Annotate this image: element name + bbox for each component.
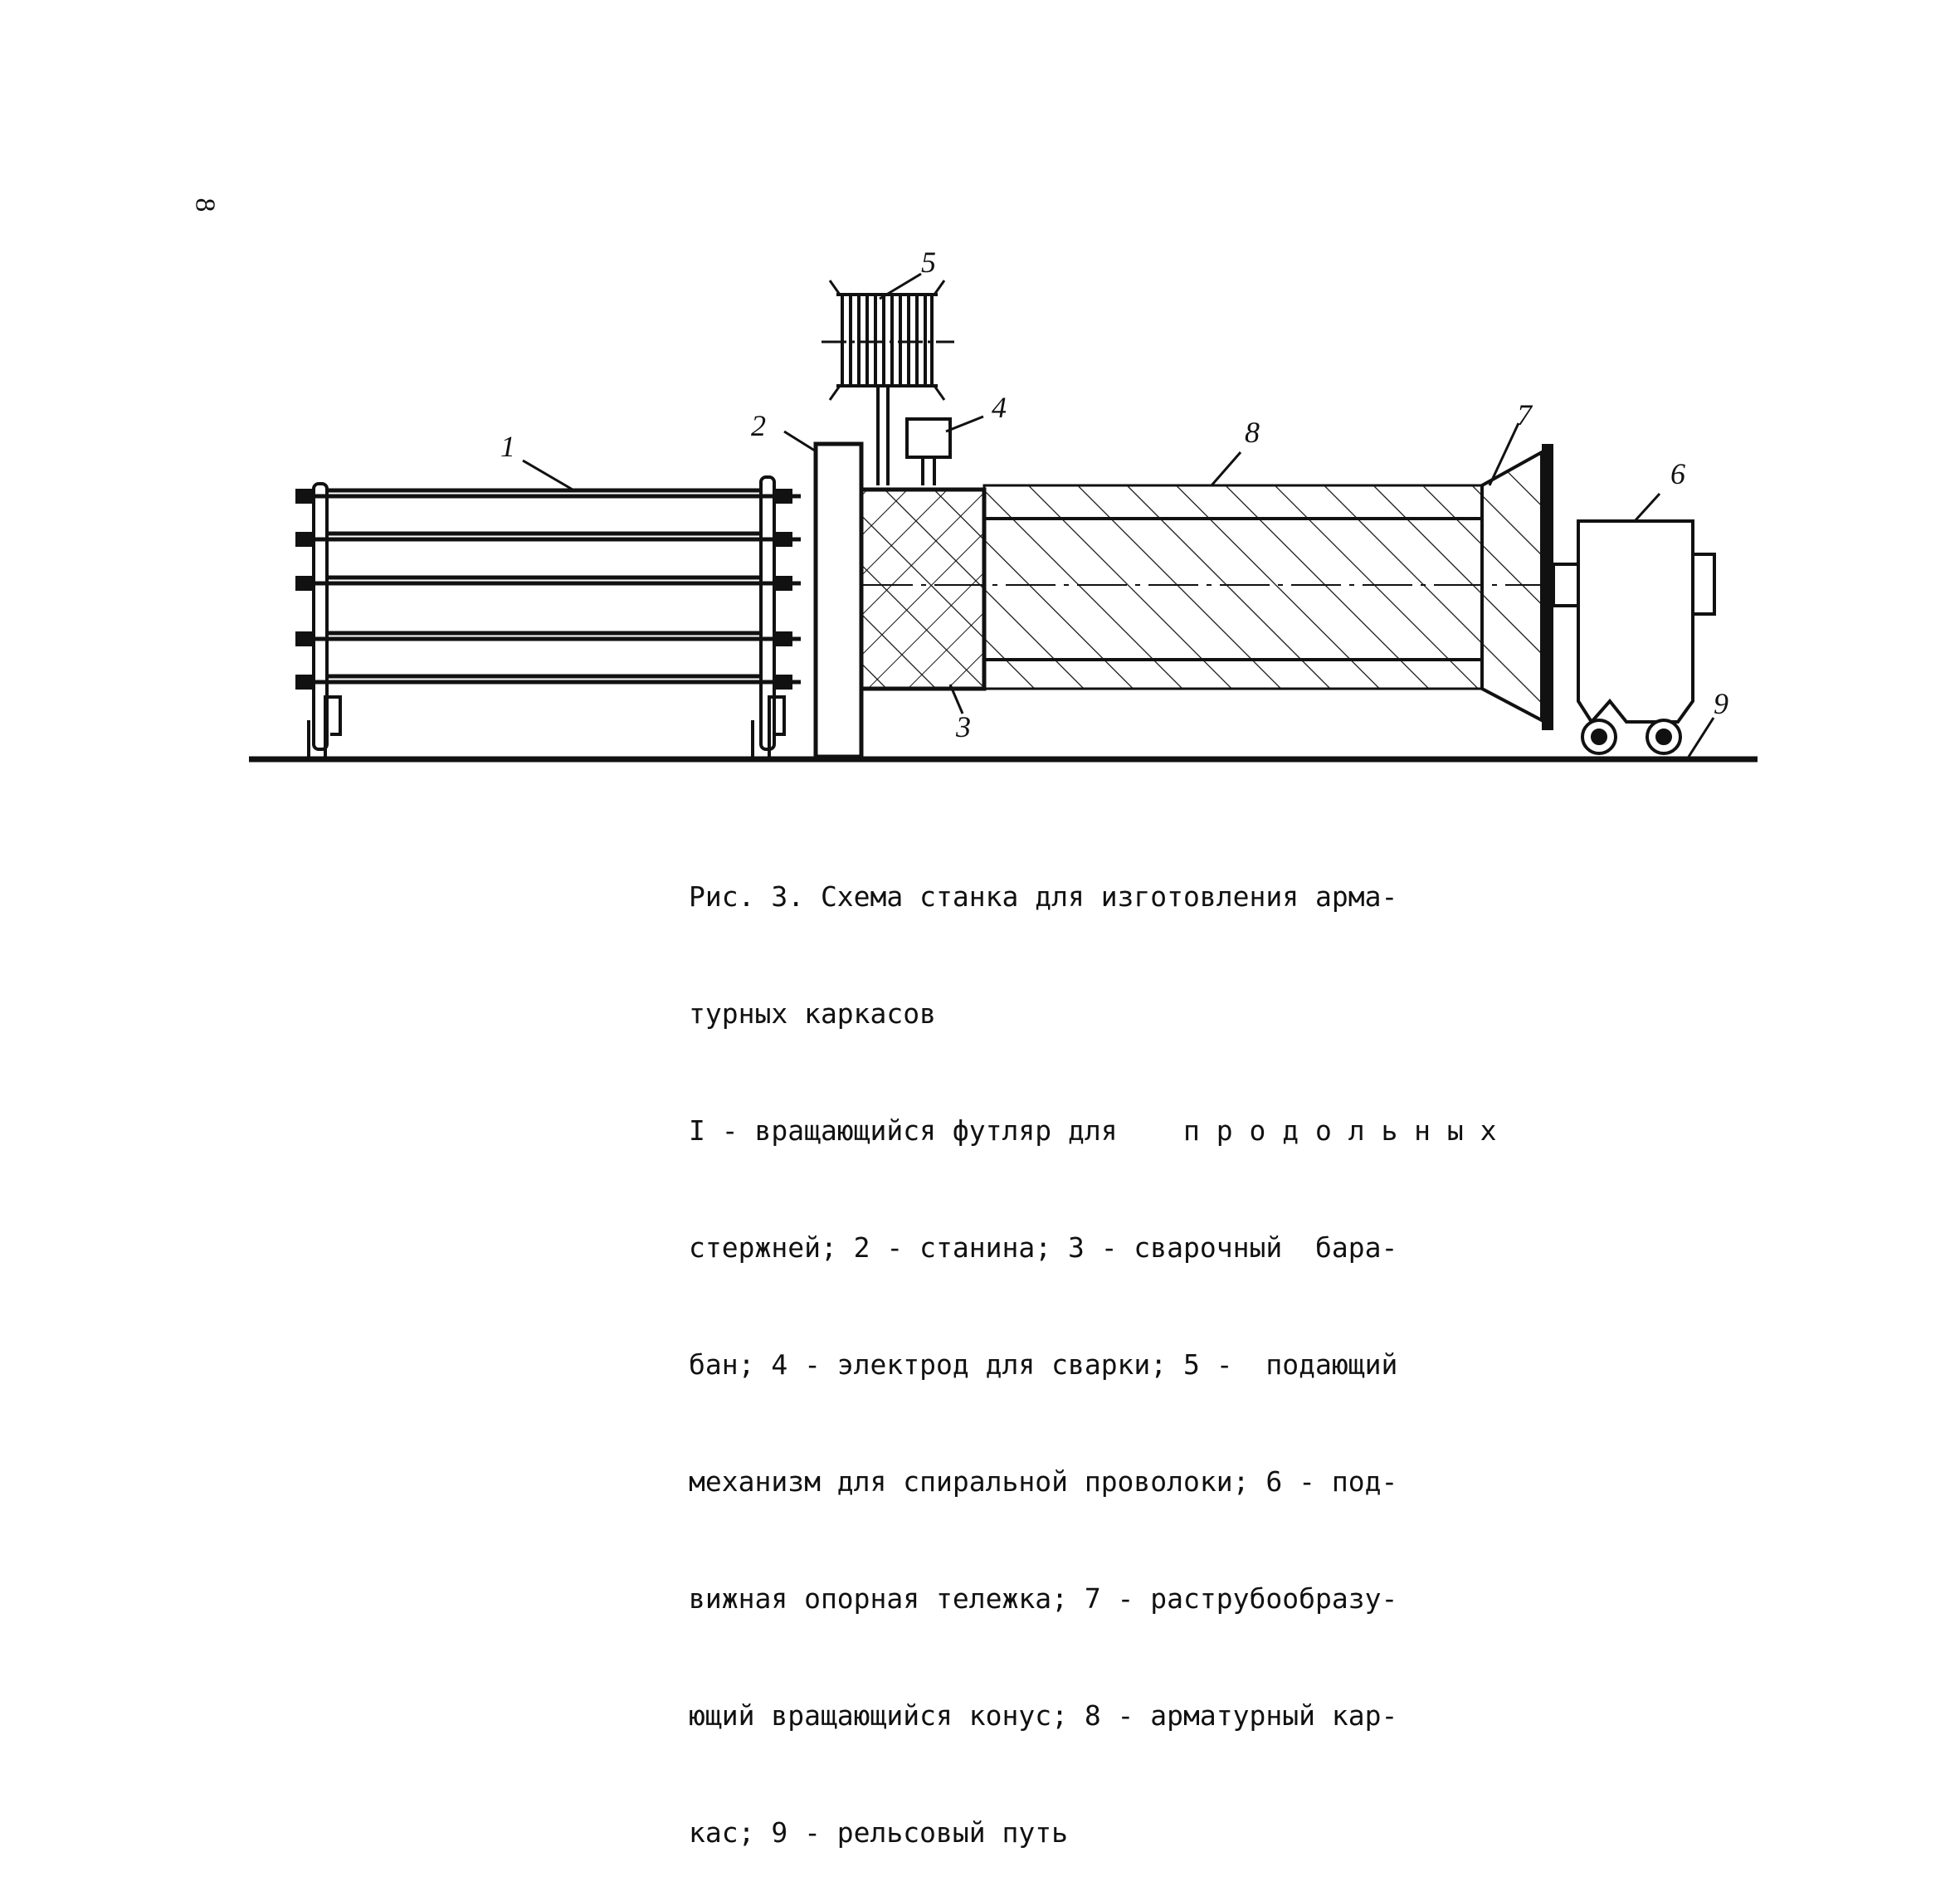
caption-line: стержней; 2 - станина; 3 - сварочный бара- bbox=[689, 1231, 1398, 1264]
welding-electrode bbox=[907, 419, 950, 485]
caption-line: I - вращающийся футляр для п р о д о л ь н ы х bbox=[689, 1114, 1497, 1147]
label-1: 1 bbox=[500, 430, 515, 463]
movable-carriage bbox=[1553, 521, 1714, 753]
rotating-case bbox=[297, 477, 801, 757]
label-5: 5 bbox=[921, 246, 936, 279]
label-7: 7 bbox=[1517, 398, 1532, 431]
caption-line: турных каркасов bbox=[689, 997, 937, 1030]
label-2: 2 bbox=[751, 409, 766, 442]
label-6: 6 bbox=[1670, 457, 1685, 490]
caption-line: механизм для спиральной проволоки; 6 - под- bbox=[689, 1465, 1398, 1498]
frame bbox=[816, 444, 861, 757]
page-number: 8 bbox=[189, 197, 221, 212]
caption-line: бан; 4 - электрод для сварки; 5 - подающий bbox=[689, 1348, 1398, 1381]
caption-line: кас; 9 - рельсовый путь bbox=[689, 1816, 1068, 1849]
label-4: 4 bbox=[992, 391, 1007, 424]
caption-line: ющий вращающийся конус; 8 - арматурный кар- bbox=[689, 1699, 1398, 1732]
figure-caption bbox=[689, 799, 1497, 1891]
label-3: 3 bbox=[956, 710, 971, 743]
label-9: 9 bbox=[1714, 687, 1728, 720]
caption-line: Рис. 3. Схема станка для изготовления арма- bbox=[689, 880, 1398, 913]
caption-line: вижная опорная тележка; 7 - раструбообразу- bbox=[689, 1582, 1398, 1615]
label-8: 8 bbox=[1245, 416, 1260, 449]
flaring-cone bbox=[1482, 444, 1553, 730]
